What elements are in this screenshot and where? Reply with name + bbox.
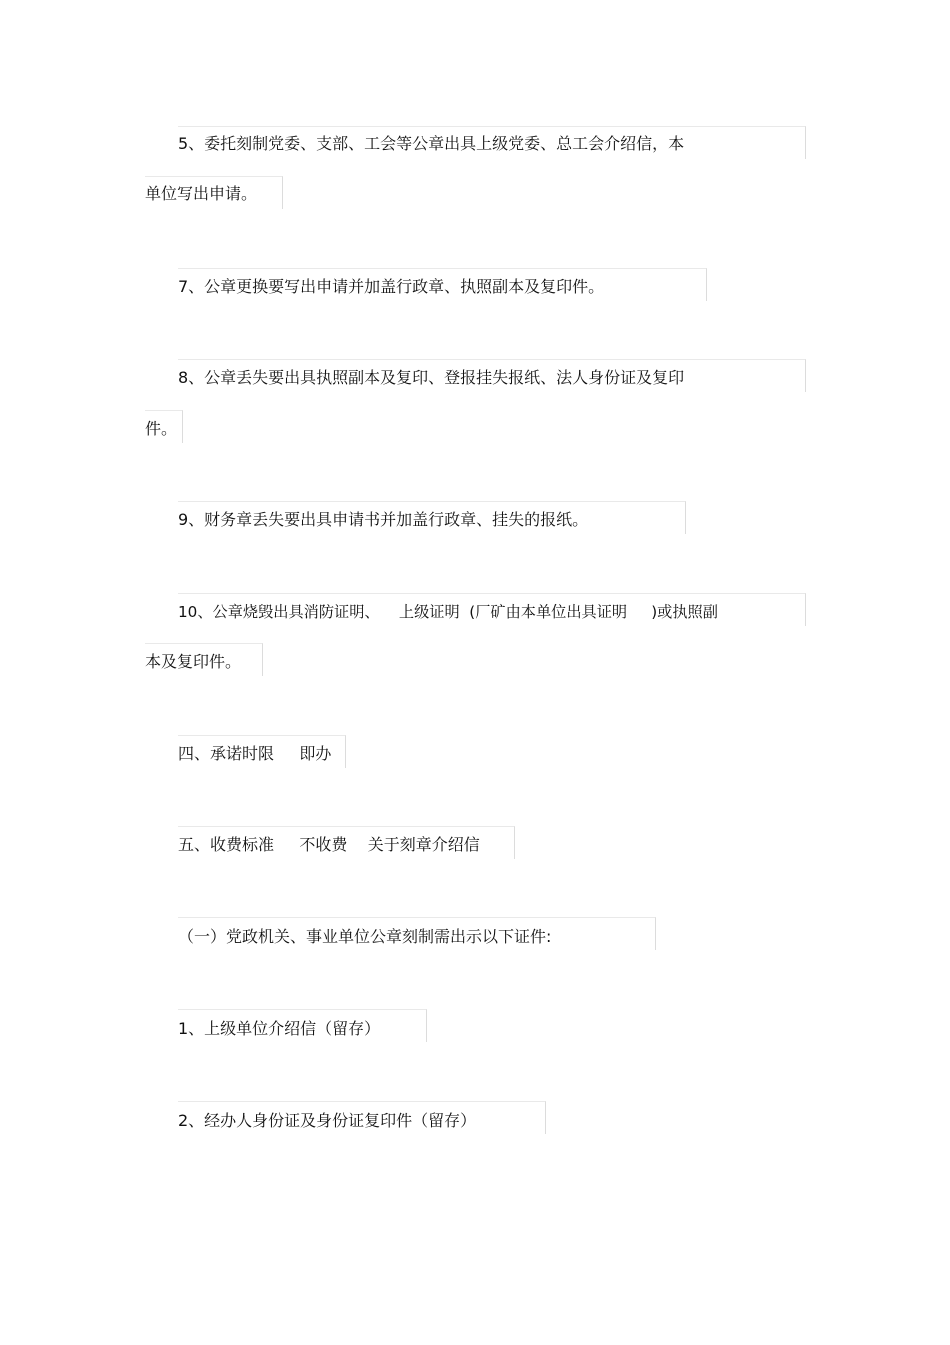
requirement-item-2: 2、经办人身份证及身份证复印件（留存） <box>178 1111 477 1130</box>
promise-time-line: 四、承诺时限 即办 <box>178 744 332 763</box>
paragraph-10-line-1: 10、公章烧毁出具消防证明、 上级证明 (厂矿由本单位出具证明 )或执照副 <box>178 603 718 621</box>
paragraph-8-line-1: 8、公章丢失要出具执照副本及复印、登报挂失报纸、法人身份证及复印 <box>178 368 685 387</box>
paragraph-5-line-1: 5、委托刻制党委、支部、工会等公章出具上级党委、总工会介绍信，本 <box>178 134 685 153</box>
paragraph-7-line-1: 7、公章更换要写出申请并加盖行政章、执照副本及复印件。 <box>178 277 605 296</box>
paragraph-5-line-2: 单位写出申请。 <box>145 184 258 203</box>
paragraph-8-line-2: 件。 <box>145 419 178 438</box>
fee-standard-line: 五、收费标准 不收费 关于刻章介绍信 <box>178 835 480 854</box>
section-one-heading: （一）党政机关、事业单位公章刻制需出示以下证件: <box>178 927 552 946</box>
paragraph-10-line-2: 本及复印件。 <box>145 652 242 671</box>
paragraph-9-line-1: 9、财务章丢失要出具申请书并加盖行政章、挂失的报纸。 <box>178 510 589 529</box>
requirement-item-1: 1、上级单位介绍信（留存） <box>178 1019 381 1038</box>
